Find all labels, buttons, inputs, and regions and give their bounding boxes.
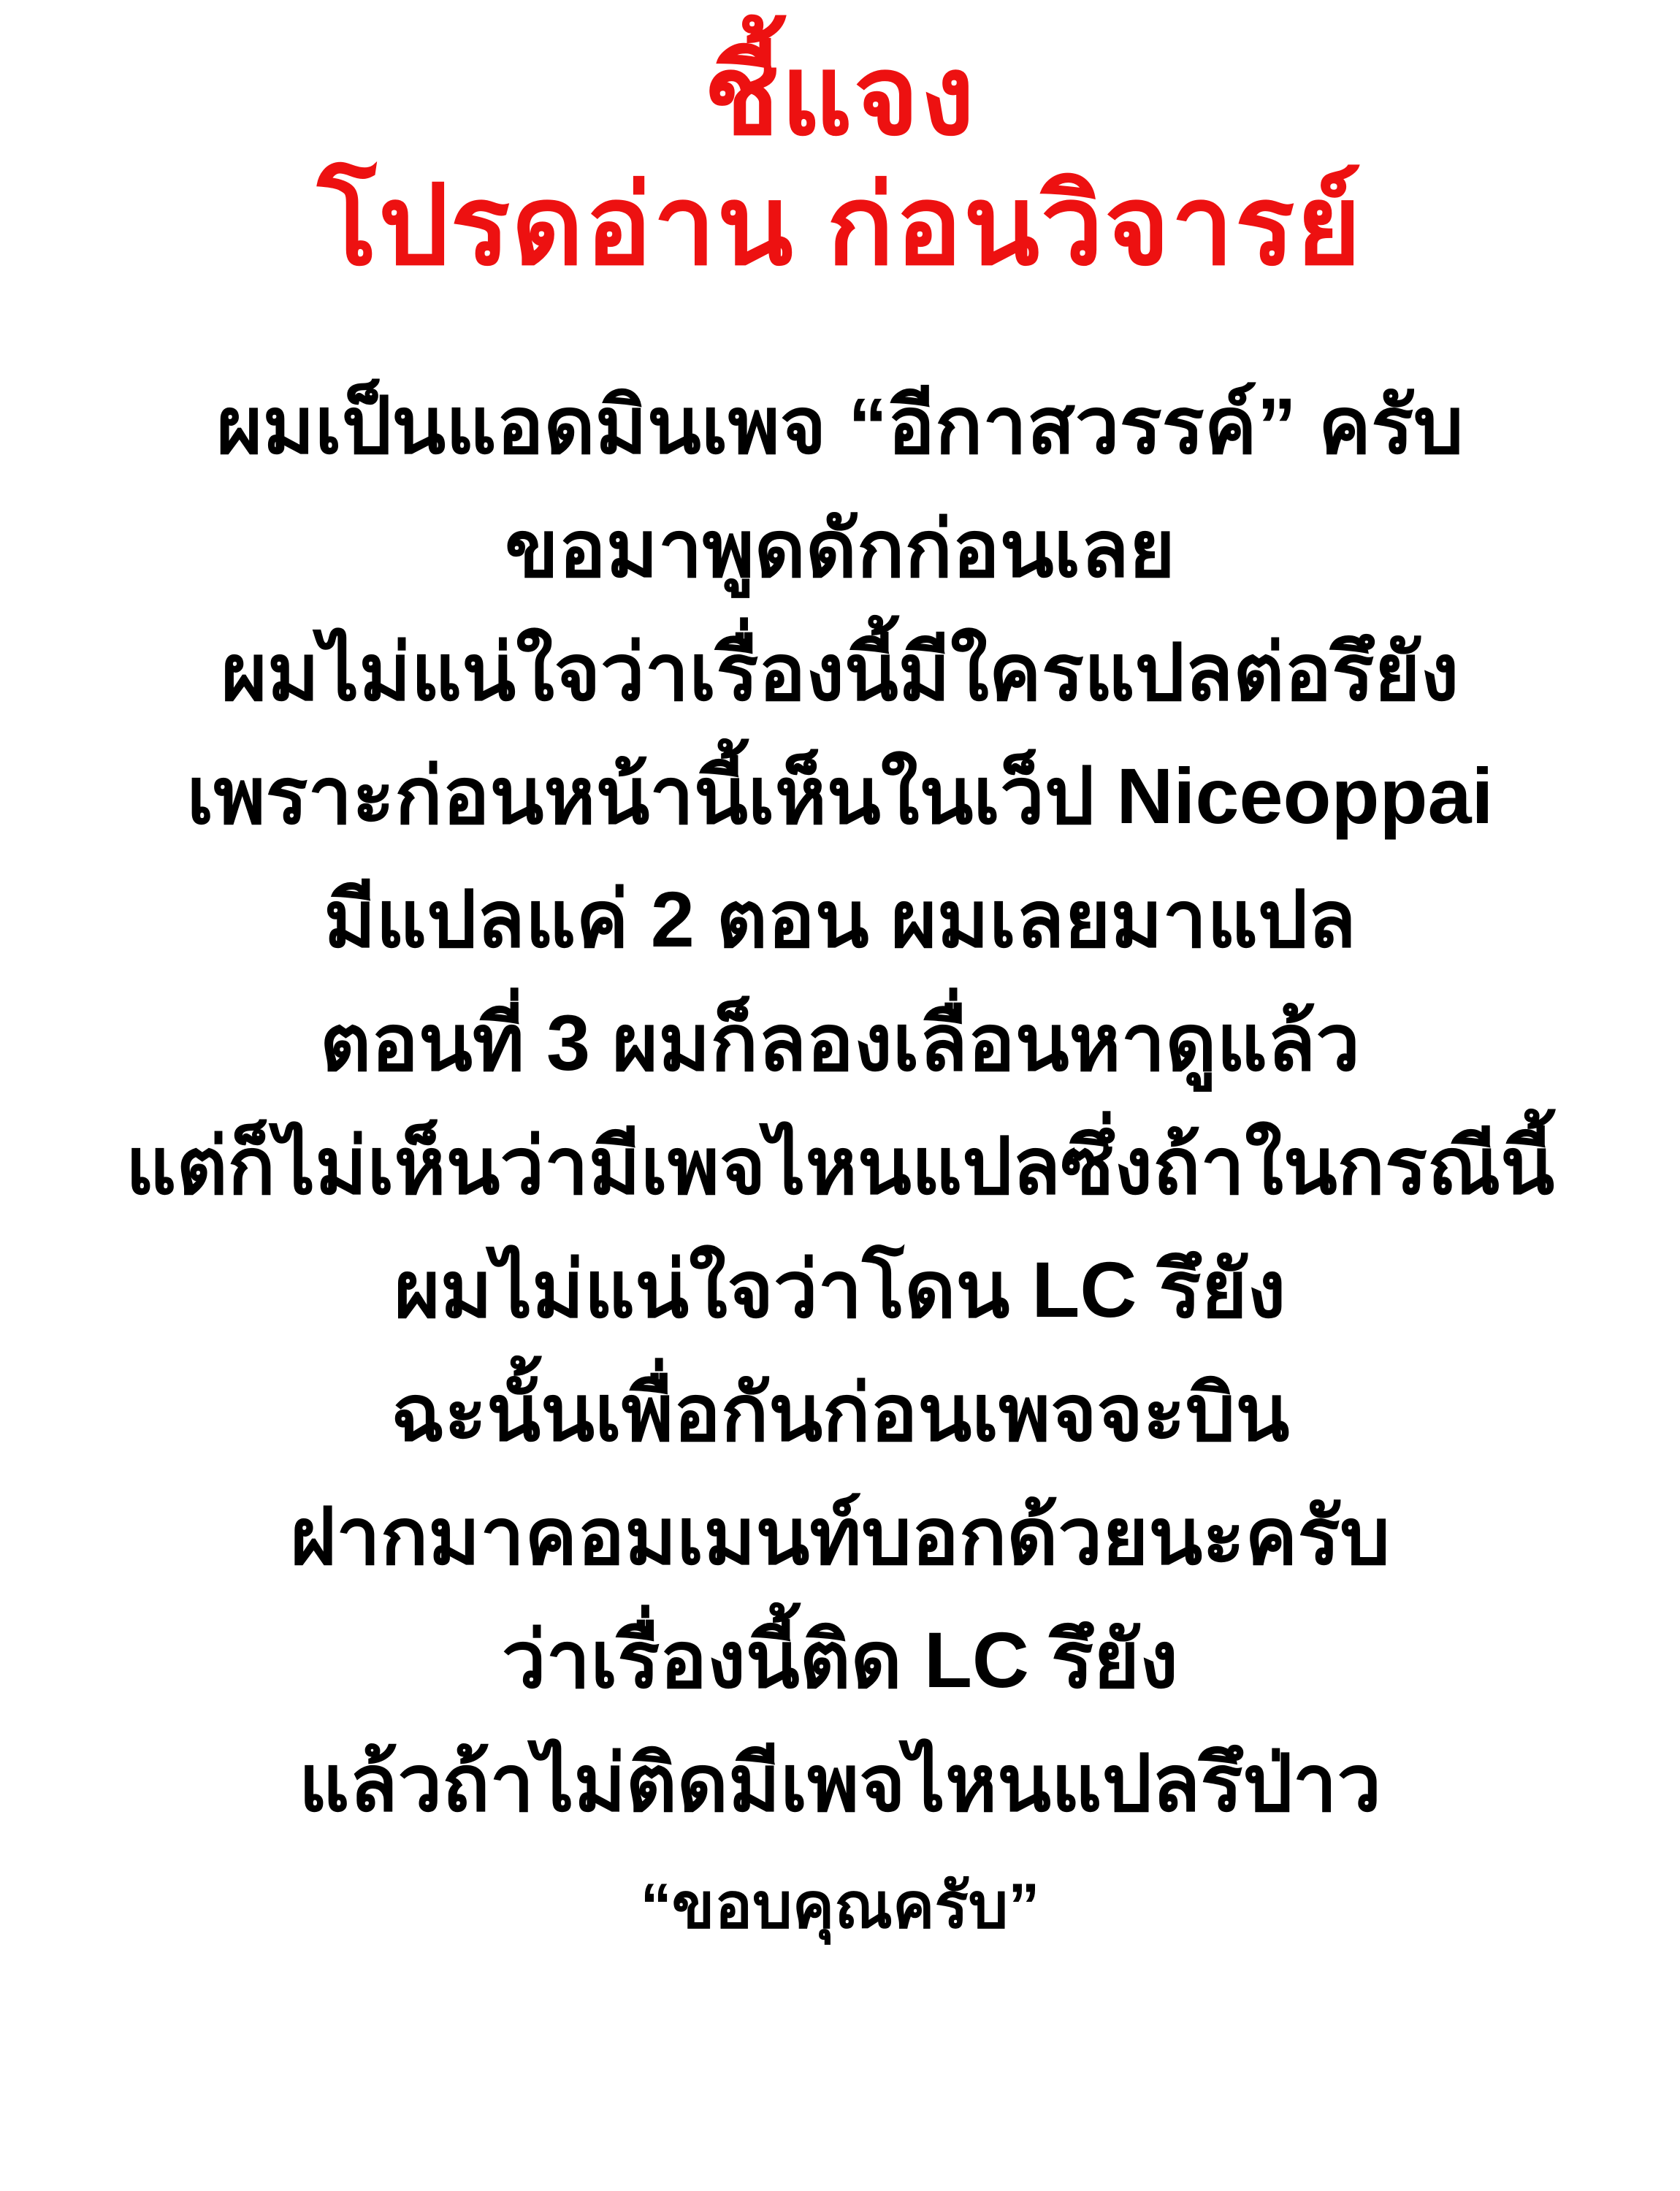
body-line: ผมเป็นแอดมินเพจ “อีกาสวรรค์” ครับ: [216, 381, 1464, 470]
body-line: ว่าเรื่องนี้ติด LC รึยัง: [502, 1615, 1178, 1704]
body-line: ขอมาพูดดักก่อนเลย: [505, 505, 1175, 593]
body-line: ฝากมาคอมเมนท์บอกด้วยนะครับ: [289, 1492, 1391, 1580]
body-line: แต่ก็ไม่เห็นว่ามีเพจไหนแปลซึ่งถ้าในกรณีนี้: [125, 1122, 1555, 1210]
title-line-1: ชี้แจง: [703, 34, 977, 158]
title-line-2: โปรดอ่าน ก่อนวิจารย์: [317, 164, 1363, 288]
body-line: เพราะก่อนหน้านี้เห็นในเว็ป Niceoppai: [186, 752, 1494, 840]
body-line: ผมไม่แน่ใจว่าเรื่องนี้มีใครแปลต่อรึยัง: [221, 628, 1459, 716]
body-line: ฉะนั้นเพื่อกันก่อนเพจจะบิน: [390, 1369, 1290, 1457]
body-line: ตอนที่ 3 ผมก็ลองเลื่อนหาดูแล้ว: [320, 998, 1360, 1087]
body-line: แล้วถ้าไม่ติดมีเพจไหนแปลรึป่าว: [298, 1739, 1382, 1827]
body-line: มีแปลแค่ 2 ตอน ผมเลยมาแปล: [324, 875, 1356, 963]
closing-line: “ขอบคุณครับ”: [640, 1871, 1040, 1941]
announcement-body: [0, 364, 1680, 1968]
body-line: ผมไม่แน่ใจว่าโดน LC รึยัง: [394, 1245, 1286, 1334]
page-title: [0, 0, 1680, 291]
